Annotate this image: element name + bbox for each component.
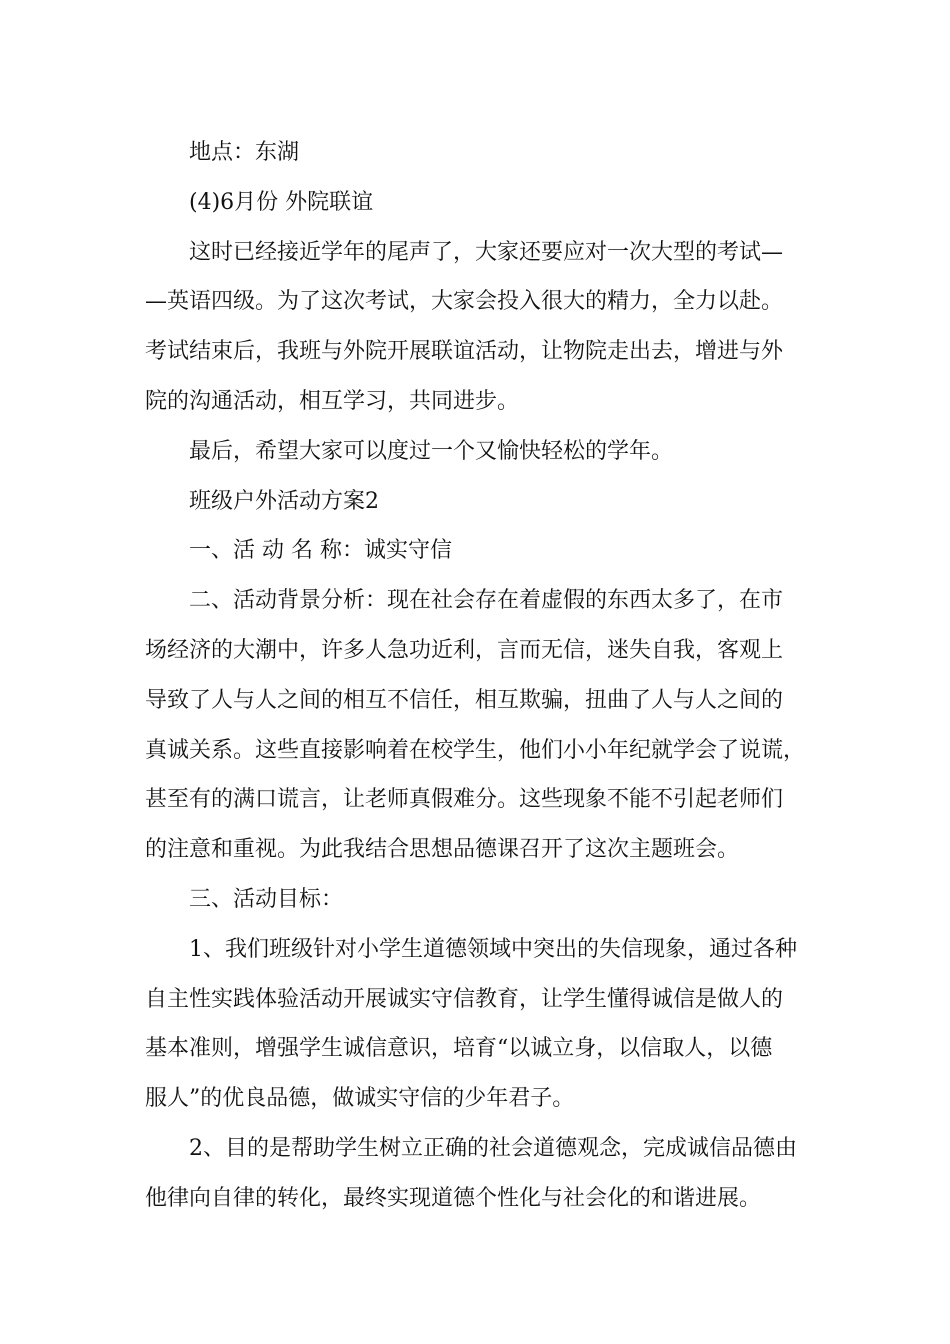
text-line: 考试结束后，我班与外院开展联谊活动，让物院走出去，增进与外 xyxy=(145,339,784,365)
text-line: 三、活动目标： xyxy=(189,886,344,912)
text-line: 服人”的优良品德，做诚实守信的少年君子。 xyxy=(145,1086,575,1112)
text-line: 场经济的大潮中，许多人急功近利，言而无信，迷失自我，客观上 xyxy=(145,637,784,663)
paragraph-exam xyxy=(145,228,805,427)
text-line: 基本准则，增强学生诚信意识，培育“以诚立身，以信取人，以德 xyxy=(145,1036,773,1062)
paragraph-activity-name xyxy=(145,526,805,576)
text-line: 真诚关系。这些直接影响着在校学生，他们小小年纪就学会了说谎， xyxy=(145,737,806,763)
text-line: 二、活动背景分析：现在社会存在着虚假的东西太多了，在市 xyxy=(189,588,784,614)
text-line: 1、我们班级针对小学生道德领域中突出的失信现象，通过各种 xyxy=(189,936,797,962)
paragraph-closing xyxy=(145,427,805,477)
paragraph-goal-1 xyxy=(145,925,805,1124)
text-line: 2、目的是帮助学生树立正确的社会道德观念，完成诚信品德由 xyxy=(189,1135,797,1161)
text-line: 这时已经接近学年的尾声了，大家还要应对一次大型的考试— xyxy=(189,239,784,265)
paragraph-background xyxy=(145,576,805,875)
paragraph-goal-2 xyxy=(145,1124,805,1224)
document-body xyxy=(145,128,805,1224)
text-line: 导致了人与人之间的相互不信任，相互欺骗，扭曲了人与人之间的 xyxy=(145,687,784,713)
paragraph-june-event xyxy=(145,178,805,228)
text-line: (4)6月份 外院联谊 xyxy=(189,189,374,215)
paragraph-location xyxy=(145,128,805,178)
text-line: —英语四级。为了这次考试，大家会投入很大的精力，全力以赴。 xyxy=(145,289,784,315)
text-line: 班级户外活动方案2 xyxy=(189,488,379,514)
text-line: 院的沟通活动，相互学习，共同进步。 xyxy=(145,388,520,414)
text-line: 的注意和重视。为此我结合思想品德课召开了这次主题班会。 xyxy=(145,837,740,863)
text-line: 最后，希望大家可以度过一个又愉快轻松的学年。 xyxy=(189,438,674,464)
text-line: 他律向自律的转化，最终实现道德个性化与社会化的和谐进展。 xyxy=(145,1185,762,1211)
text-line: 甚至有的满口谎言，让老师真假难分。这些现象不能不引起老师们 xyxy=(145,787,784,813)
text-line: 一、活 动 名 称：诚实守信 xyxy=(189,538,452,564)
paragraph-goals-heading xyxy=(145,875,805,925)
text-line: 地点：东湖 xyxy=(189,140,300,165)
section-title xyxy=(145,477,805,527)
text-line: 自主性实践体验活动开展诚实守信教育，让学生懂得诚信是做人的 xyxy=(145,986,784,1012)
